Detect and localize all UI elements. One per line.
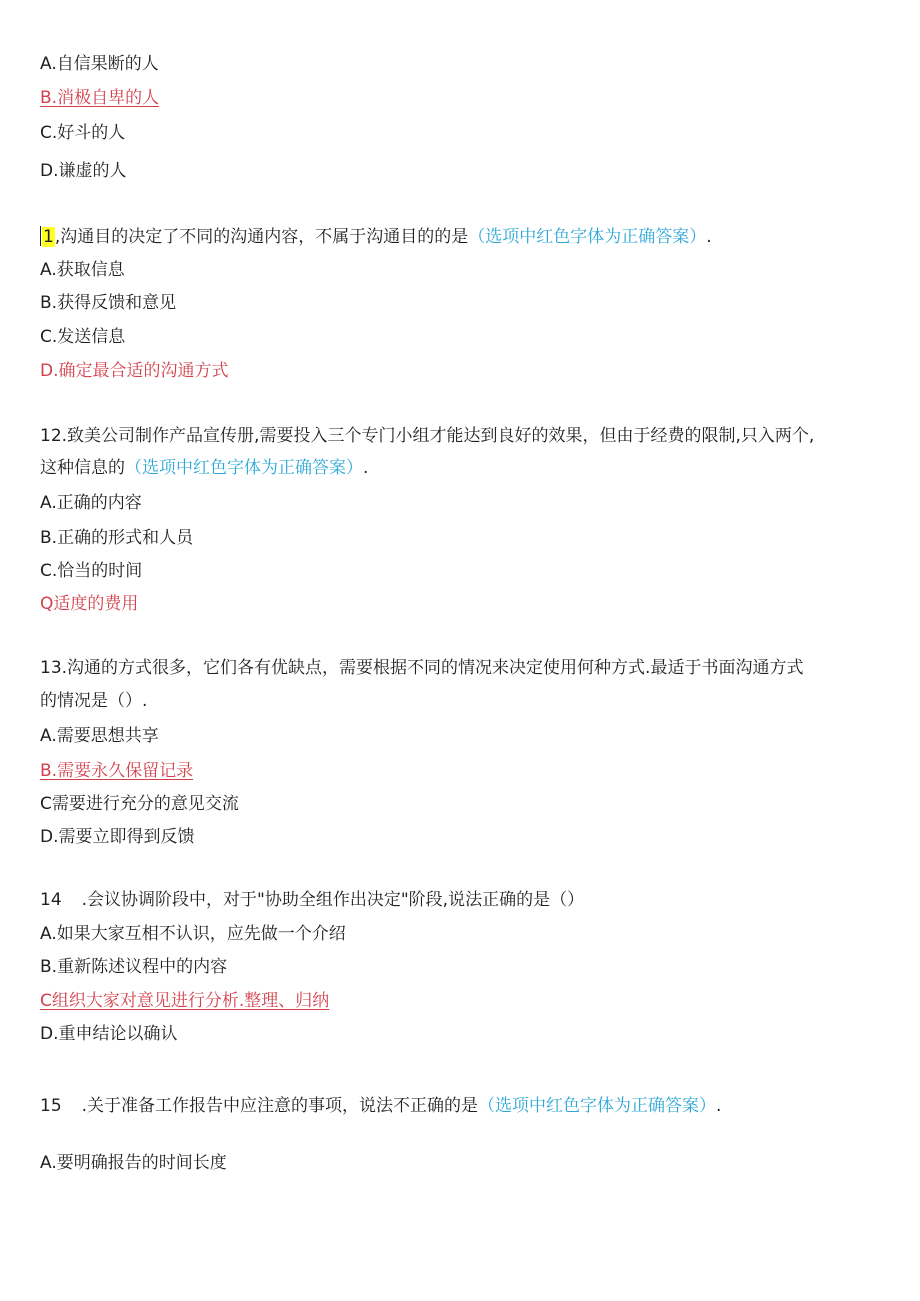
q10-option-a: A.自信果断的人 bbox=[40, 54, 159, 74]
q10-option-d: D.谦虚的人 bbox=[40, 161, 127, 181]
q15-stem bbox=[40, 1094, 721, 1118]
q11-hint: （选项中红色字体为正确答案） bbox=[468, 227, 707, 247]
q12-hint: （选项中红色字体为正确答案） bbox=[125, 458, 363, 478]
q15-number: 15 bbox=[40, 1096, 62, 1116]
q12-stem-line2-text: 这种信息的 bbox=[40, 458, 125, 478]
q11-number-highlight: 1 bbox=[43, 227, 54, 247]
q12-option-c: C.恰当的时间 bbox=[40, 561, 143, 581]
q12-option-d-correct: Q适度的费用 bbox=[40, 594, 139, 614]
q14-number: 14 bbox=[40, 890, 62, 910]
q13-option-b-correct: B.需要永久保留记录 bbox=[40, 761, 194, 781]
q14-option-a: A.如果大家互相不认识，应先做一个介绍 bbox=[40, 924, 346, 944]
q15-option-a: A.要明确报告的时间长度 bbox=[40, 1153, 227, 1173]
q15-stem-text: .关于准备工作报告中应注意的事项，说法不正确的是 bbox=[81, 1096, 479, 1116]
q14-stem bbox=[40, 888, 584, 912]
q12-stem-line2 bbox=[40, 456, 368, 480]
q11-stem bbox=[40, 225, 712, 249]
q11-end: . bbox=[706, 227, 712, 247]
q13-option-d: D.需要立即得到反馈 bbox=[40, 827, 195, 847]
q12-stem-line1: 12.致美公司制作产品宣传册,需要投入三个专门小组才能达到良好的效果，但由于经费的限制,只入两个, bbox=[40, 426, 815, 446]
q14-option-b: B.重新陈述议程中的内容 bbox=[40, 957, 228, 977]
q11-option-a: A.获取信息 bbox=[40, 260, 125, 280]
q12-option-a: A.正确的内容 bbox=[40, 493, 142, 513]
q10-option-b-correct: B.消极自卑的人 bbox=[40, 88, 160, 108]
q11-option-b: B.获得反馈和意见 bbox=[40, 293, 177, 313]
q12-option-b: B.正确的形式和人员 bbox=[40, 528, 194, 548]
q14-option-c-correct: C组织大家对意见进行分析.整理、归纳 bbox=[40, 991, 330, 1011]
q13-option-c: C需要进行充分的意见交流 bbox=[40, 794, 239, 814]
q12-end: . bbox=[363, 458, 369, 478]
q14-option-d: D.重申结论以确认 bbox=[40, 1024, 178, 1044]
q11-option-d-correct: D.确定最合适的沟通方式 bbox=[40, 361, 229, 381]
q15-hint: （选项中红色字体为正确答案） bbox=[478, 1096, 717, 1116]
q11-option-c: C.发送信息 bbox=[40, 327, 126, 347]
text-cursor bbox=[40, 226, 41, 246]
q11-stem-text: ,沟通目的决定了不同的沟通内容，不属于沟通目的的是 bbox=[54, 227, 469, 247]
q14-stem-text: .会议协调阶段中，对于"协助全组作出决定"阶段,说法正确的是（） bbox=[81, 890, 585, 910]
q13-stem-line1: 13.沟通的方式很多，它们各有优缺点，需要根据不同的情况来决定使用何种方式.最适于书面沟通方式 bbox=[40, 658, 804, 678]
q15-end: . bbox=[716, 1096, 722, 1116]
q13-option-a: A.需要思想共享 bbox=[40, 726, 159, 746]
q10-option-c: C.好斗的人 bbox=[40, 123, 126, 143]
q13-stem-line2: 的情况是（）. bbox=[40, 691, 148, 711]
